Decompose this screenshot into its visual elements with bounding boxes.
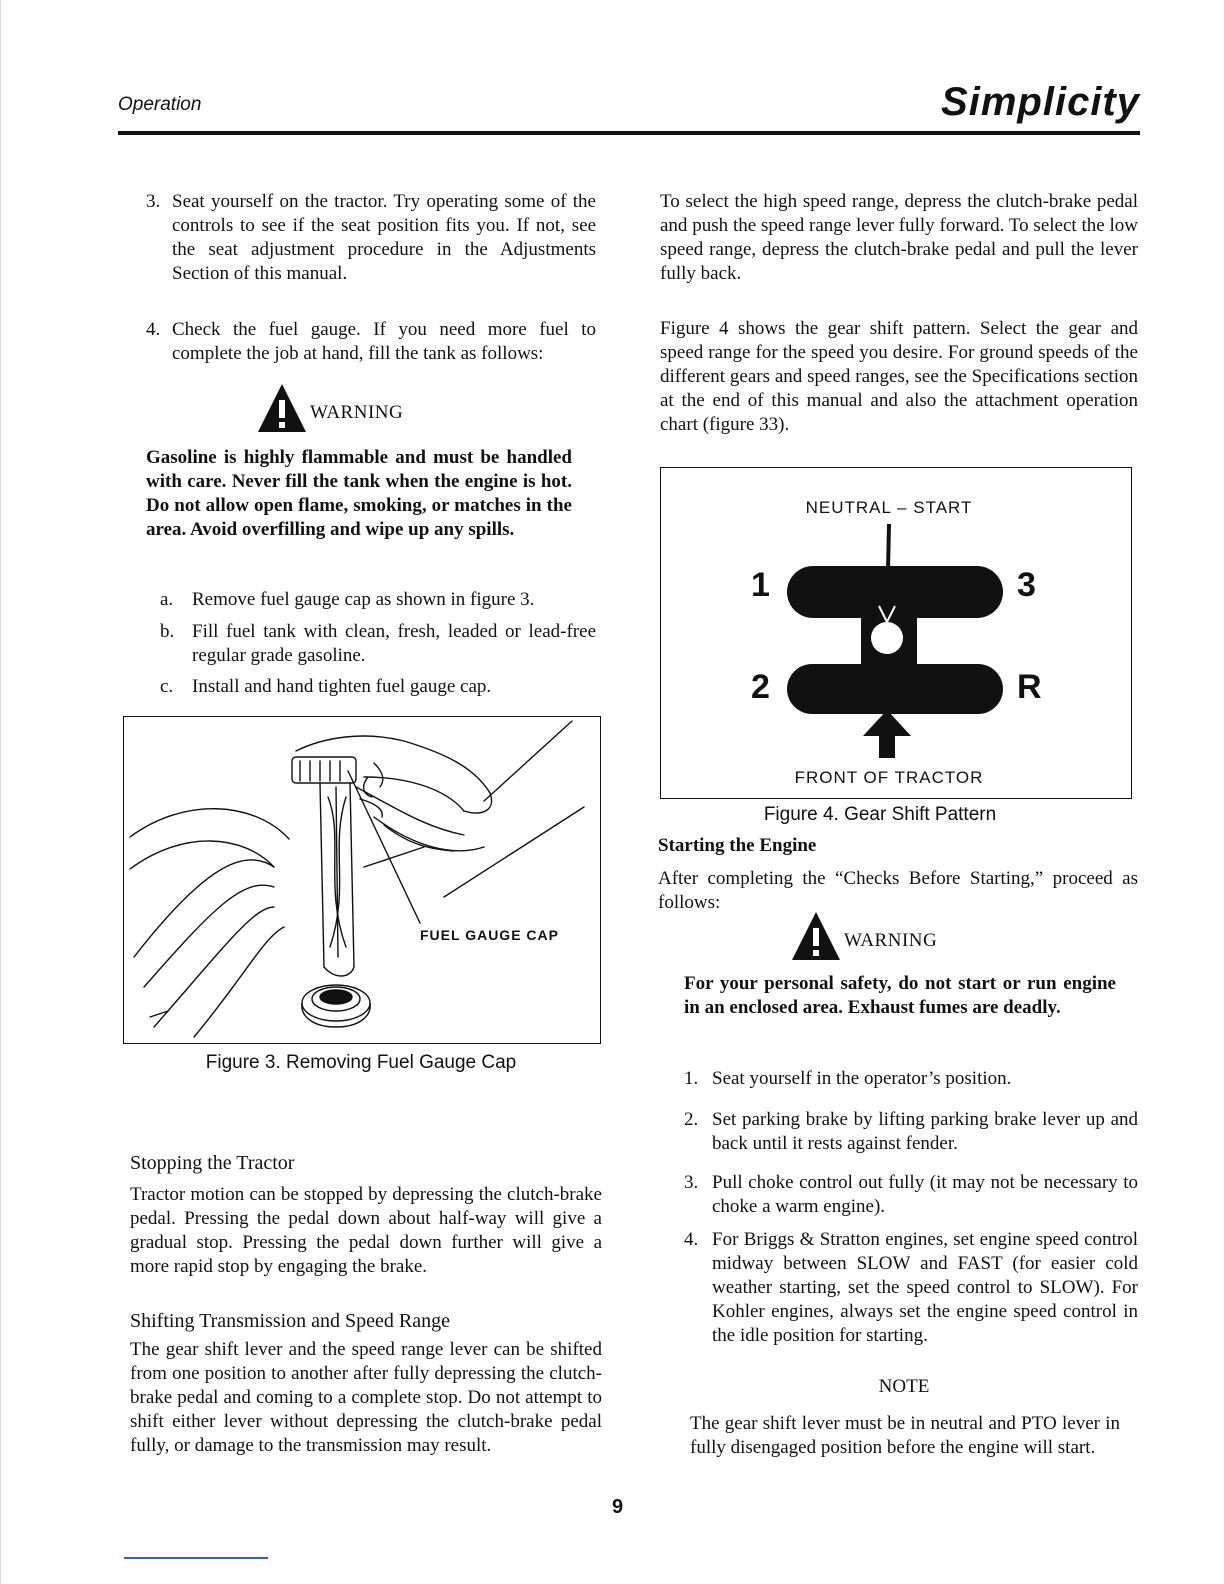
step-4 [146,318,596,390]
substep-letter: c. [160,676,174,697]
gear-3-label: 3 [1017,566,1036,604]
step-number: 2. [684,1109,699,1130]
step-text: For Briggs & Stratton engines, set engine speed control midway between SLOW and FAST (for easier cold weather starting, set the speed control to SLOW). For Kohler engines, always set the engine speed control in the idle position for starting. [712,1229,1138,1346]
shifting-text: The gear shift lever and the speed range lever can be shifted from one position to another after fully depressing the clutch-brake pedal and coming to a complete stop. Do not attempt to shift either lever without depressing the clutch-brake pedal fully, or damage to the transmission may result. [130,1339,602,1456]
fuel-gauge-cap-callout: FUEL GAUGE CAP [420,927,559,943]
warning-heading [256,382,403,434]
brand-logo: Simplicity [941,80,1140,124]
gear-reverse-label: R [1017,668,1042,706]
warning-label: WARNING [310,402,404,423]
substep-a [160,588,596,612]
footer-rule [124,1557,268,1559]
figure-3-box [123,716,601,1044]
section-label: Operation [118,94,202,115]
note-text: The gear shift lever must be in neutral and PTO lever in fully disengaged position before the engine will start. [690,1413,1120,1458]
warning-heading-2 [790,910,937,962]
shifting-heading: Shifting Transmission and Speed Range [130,1310,451,1332]
step-text: Set parking brake by lifting parking brake lever up and back until it rests against fender. [712,1109,1138,1154]
stopping-text: Tractor motion can be stopped by depressing the clutch-brake pedal. Pressing the pedal down about half-way will give a gradual stop. Pressing the pedal down further will give a more rapid stop by engaging the brake. [130,1184,602,1277]
gear-shift-diagram [661,468,1131,798]
warning-triangle-icon [790,910,842,962]
warning-triangle-icon [256,382,308,434]
figure-4-box [660,467,1132,799]
page-edge-line [0,0,1,1584]
substep-text: Fill fuel tank with clean, fresh, leaded or lead-free regular grade gasoline. [192,621,596,666]
speed-range-text: To select the high speed range, depress the clutch-brake pedal and push the speed range lever fully forward. To select the low speed range, depress the clutch-brake pedal and pull the lever fully back. [660,191,1138,284]
substep-text: Install and hand tighten fuel gauge cap. [192,676,492,697]
step-text: Seat yourself in the operator’s position. [712,1068,1012,1089]
note-label: NOTE [878,1376,930,1397]
substep-letter: a. [160,589,174,610]
step-text: Check the fuel gauge. If you need more fuel to complete the job at hand, fill the tank as follows: [172,319,596,364]
step-number: 4. [684,1229,699,1250]
starting-heading: Starting the Engine [658,835,817,856]
start-step-2 [684,1108,1138,1156]
stopping-heading: Stopping the Tractor [130,1152,295,1174]
step-number: 1. [684,1068,699,1089]
header-rule [118,131,1140,135]
substep-text: Remove fuel gauge cap as shown in figure 3. [192,589,535,610]
warning-text: Gasoline is highly flammable and must be handled with care. Never fill the tank when the engine is hot. Do not allow open flame, smoking, or matches in the area. Avoid overfilling and wipe up any spills. [146,447,572,540]
gear-pattern-text: Figure 4 shows the gear shift pattern. Select the gear and speed range for the speed you desire. For ground speeds of the different gears and speed ranges, see the Specifications section at the end of this manual and also the attachment operation chart (figure 33). [660,318,1138,435]
page-number: 9 [612,1496,624,1518]
start-step-3 [684,1171,1138,1219]
step-3 [146,190,596,310]
start-step-4 [684,1228,1138,1372]
step-number: 4. [146,319,161,340]
figure-3-caption: Figure 3. Removing Fuel Gauge Cap [205,1052,517,1073]
substep-c [160,675,596,699]
step-number: 3. [684,1172,699,1193]
neutral-start-label: NEUTRAL – START [805,498,973,517]
gear-2-label: 2 [751,668,770,706]
figure-4-caption: Figure 4. Gear Shift Pattern [763,804,997,825]
substep-letter: b. [160,621,175,642]
gear-1-label: 1 [751,566,770,604]
substep-b [160,620,596,668]
front-of-tractor-label: FRONT OF TRACTOR [794,768,984,787]
start-step-1 [684,1067,1138,1091]
step-text: Seat yourself on the tractor. Try operating some of the controls to see if the seat position fits you. If not, see the seat adjustment procedure in the Adjustments Section of this manual. [172,191,596,284]
step-number: 3. [146,191,161,212]
fuel-cap-illustration [124,717,600,1043]
warning-label: WARNING [844,930,938,951]
warning-text-2: For your personal safety, do not start or run engine in an enclosed area. Exhaust fumes are deadly. [684,973,1116,1018]
starting-intro: After completing the “Checks Before Starting,” proceed as follows: [658,868,1138,913]
step-text: Pull choke control out fully (it may not be necessary to choke a warm engine). [712,1172,1138,1217]
